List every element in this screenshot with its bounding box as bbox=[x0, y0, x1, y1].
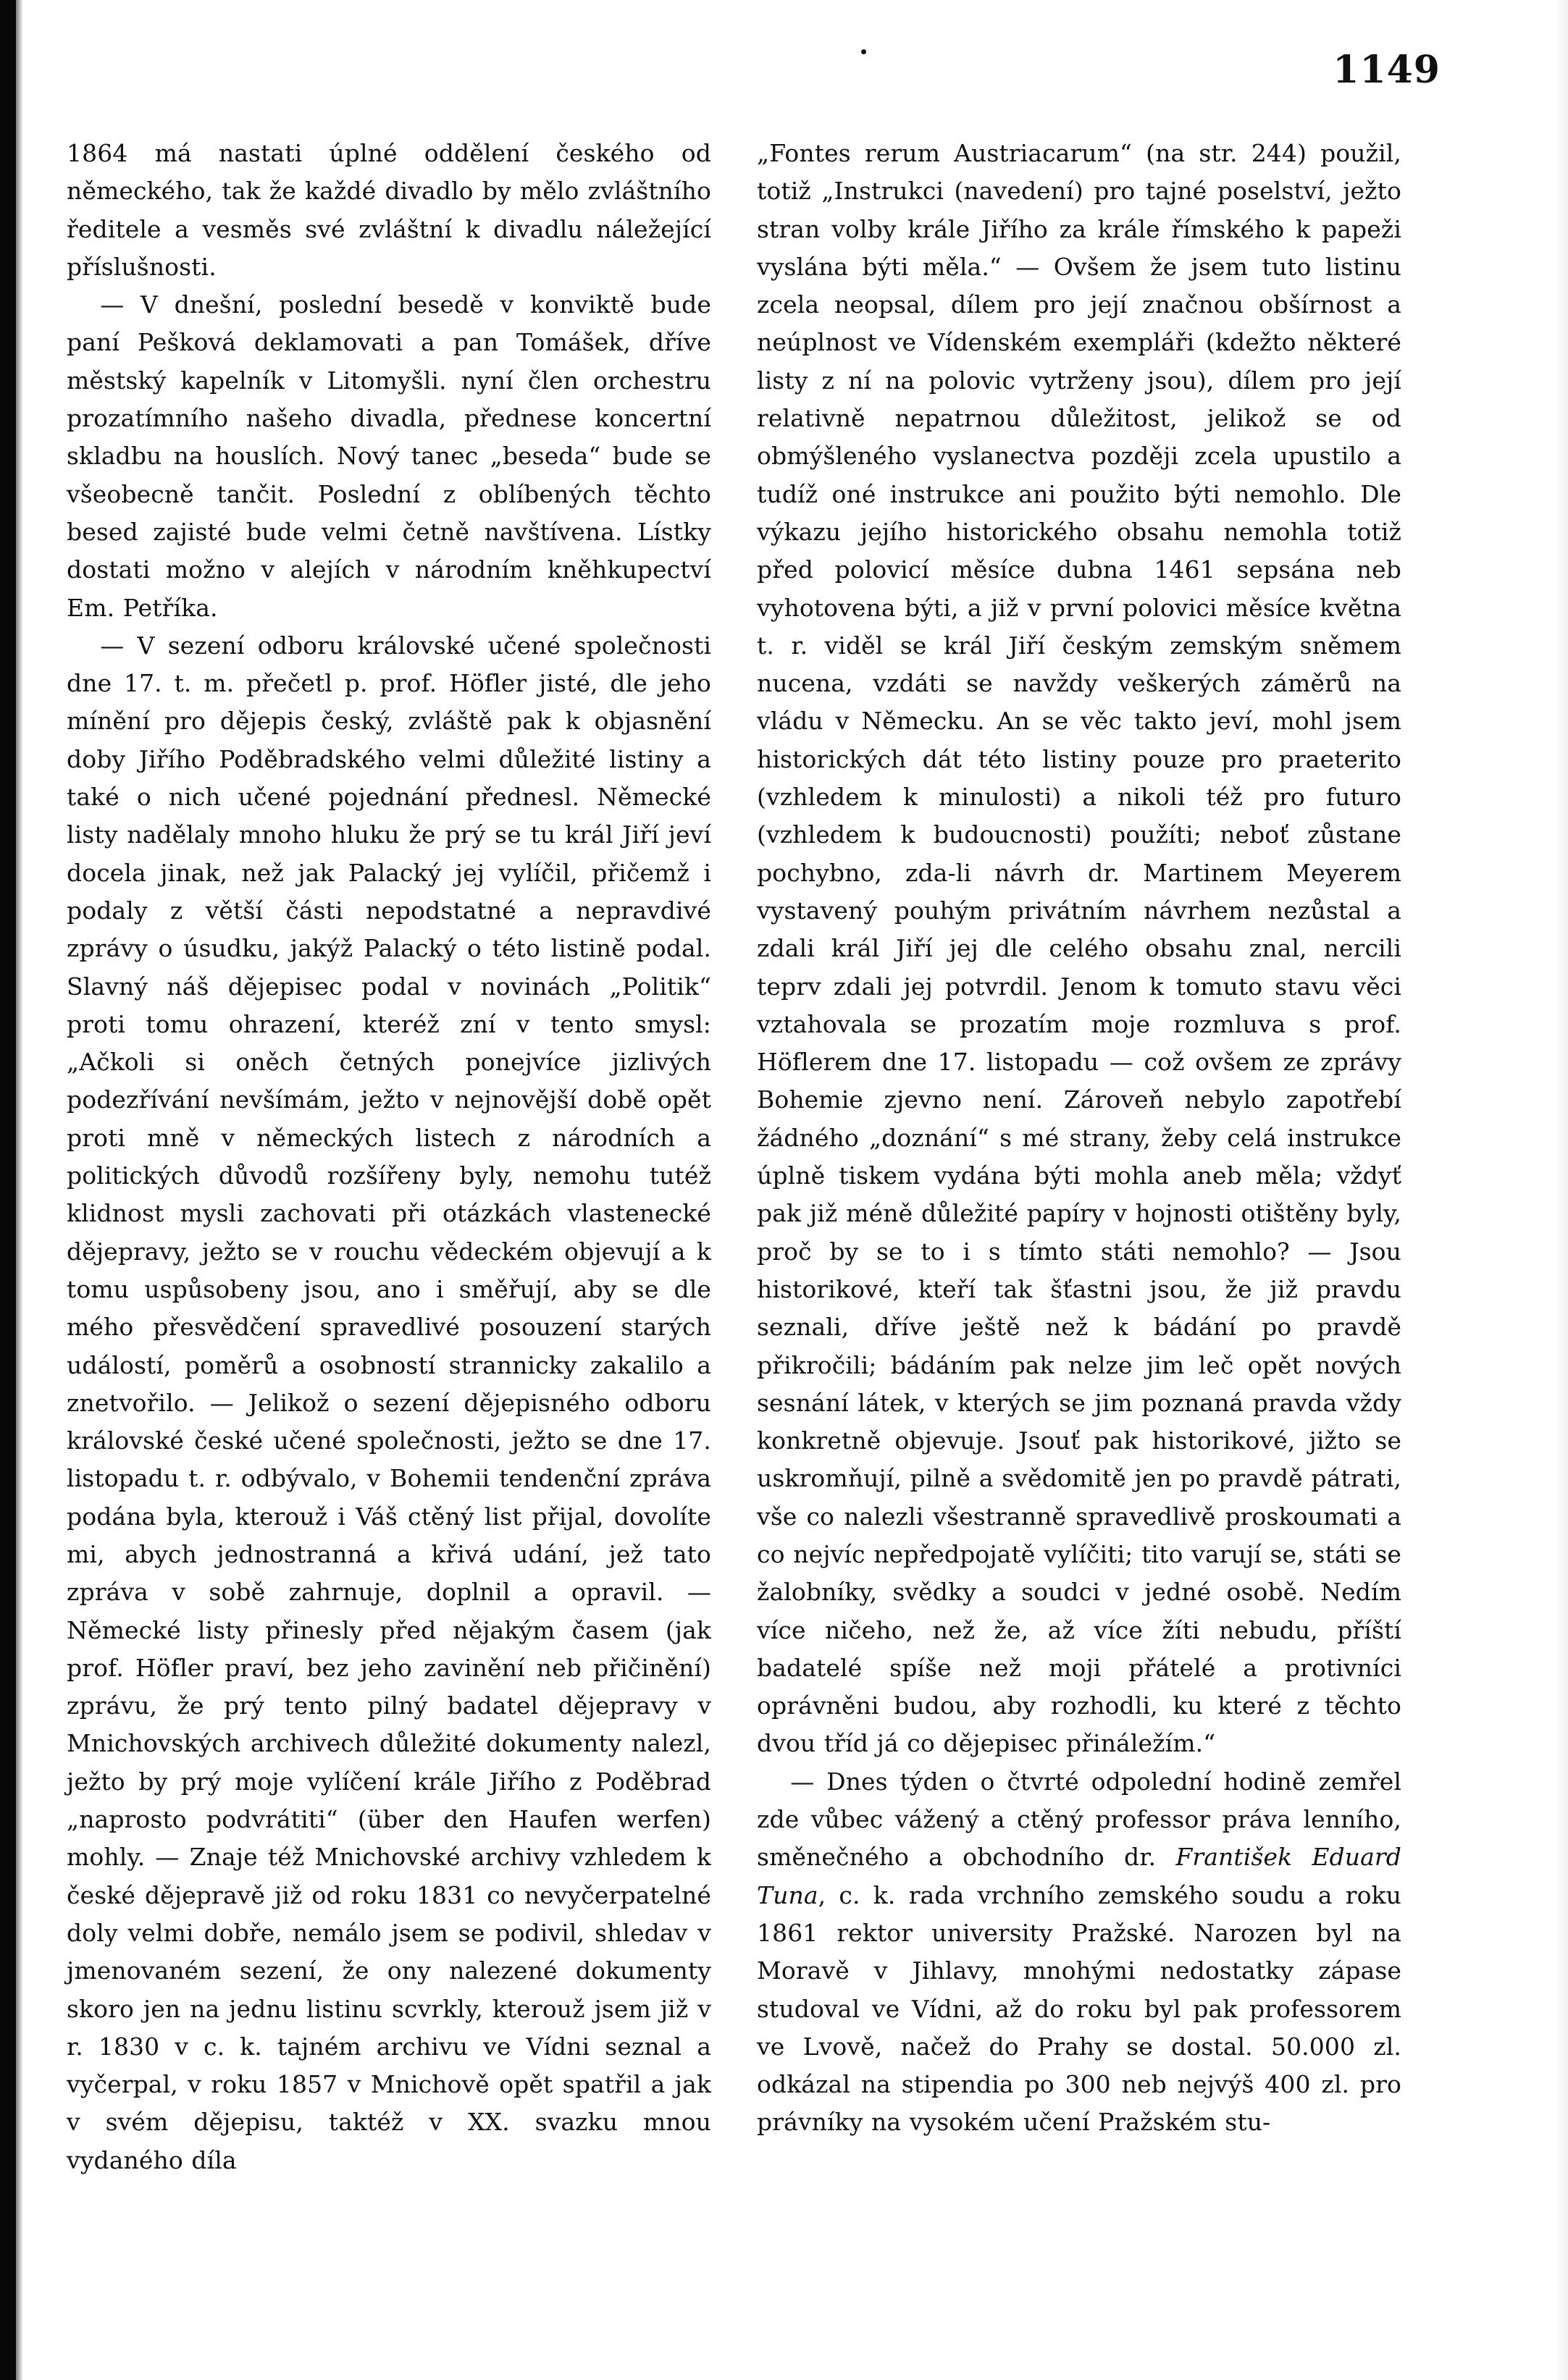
page-number: 1149 bbox=[1333, 48, 1441, 92]
obituary-body: , c. k. rada vrchního zemského soudu a roku 1861 rektor university Pražské. Narozen byl na Moravě v Jihlavy, mnohými nedostatky zápase studoval ve Vídni, až do roku byl pak professorem ve Lvově, načež do Prahy se dostal. 50.000 zl. odkázal na stipendia po 300 neb nejvýš 400 zl. pro právníky na vysokém učení Pražském stu- bbox=[757, 1880, 1401, 2137]
paragraph-theatre: 1864 má nastati úplné oddělení českého od německého, tak že každé divadlo by mělo zvláštního ředitele a vesměs své zvláštní k divadlu náležející příslušnosti. bbox=[67, 139, 711, 281]
obituary-name: František Eduard Tuna bbox=[757, 1843, 1401, 1909]
paragraph-obituary bbox=[757, 1763, 1401, 2142]
paragraph-beseda: — V dnešní, poslední besedě v konviktě bude paní Pešková deklamovati a pan Tomášek, dříve městský kapelník v Litomyšli. nyní člen orchestru prozatímního našeho divadla, přednese koncertní skladbu na houslích. Nový tanec „beseda“ bude se všeobecně tančit. Poslední z oblíbených těchto besed zajisté bude velmi četně navštívena. Lístky dostati možno v alejích v národním kněhkupectví Em. Petříka. bbox=[67, 290, 711, 622]
right-column bbox=[757, 135, 1401, 2142]
newspaper-page bbox=[67, 42, 1441, 2345]
obituary-intro: — Dnes týden o čtvrté odpolední hodině zemřel zde vůbec vážený a ctěný professor práva lenního, směnečného a obchodního dr. bbox=[757, 1767, 1401, 1872]
scan-right-edge-shadow bbox=[1555, 0, 1568, 2380]
paragraph-royal-society: — V sezení odboru královské učené společnosti dne 17. t. m. přečetl p. prof. Höfler jisté, dle jeho mínění pro dějepis český, zvláště pak k objasnění doby Jiřího Poděbradského velmi důležité listiny a také o nich učené pojednání přednesl. Německé listy nadělaly mnoho hluku že prý se tu král Jiří jeví docela jinak, než jak Palacký jej vylíčil, přičemž i podaly z větší části nepodstatné a nepravdivé zprávy o úsudku, jakýž Palacký o této listině podal. Slavný náš dějepisec podal v novinách „Politik“ proti tomu ohrazení, kteréž zní v tento smysl: „Ačkoli si oněch četných ponejvíce jizlivých podezřívání nevšímám, ježto v nejnovější době opět proti mně v německých listech z národních a politických důvodů rozšířeny byly, nemohu tutéž klidnost mysli zachovati při otázkách vlastenecké dějepravy, ježto se v rouchu vědeckém objevují a k tomu uspůsobeny jsou, ano i směřují, aby se dle mého přesvědčení spravedlivé posouzení starých událostí, poměrů a osobností strannicky zakalilo a znetvořilo. — Jelikož o sezení dějepisného odboru královské české učené společnosti, ježto se dne 17. listopadu t. r. odbývalo, v Bohemii tendenční zpráva podána byla, kterouž i Váš ctěný list přijal, dovolíte mi, abych jednostranná a křivá udání, jež tato zpráva v sobě zahrnuje, doplnil a opravil. — Německé listy přinesly před nějakým časem (jak prof. Höfler praví, bez jeho zavinění neb přičinění) zprávu, že prý tento pilný badatel dějepravy v Mnichovských archivech důležité dokumenty nalezl, ježto by prý moje vylíčení krále Jiřího z Poděbrad „naprosto podvrátiti“ (über den Haufen werfen) mohly. — Znaje též Mnichovské archivy vzhledem k české dějepravě již od roku 1831 co nevyčerpatelné doly velmi dobře, nemálo jsem se podivil, shledav v jmenovaném sezení, že ony nalezené dokumenty skoro jen na jednu listinu scvrkly, kterouž jsem již v r. 1830 v c. k. tajném archivu ve Vídni seznal a vyčerpal, v roku 1857 v Mnichově opět spatřil a jak v svém dějepisu, taktéž v XX. svazku mnou vydaného díla bbox=[67, 631, 711, 2174]
paragraph-fontes-continuation: „Fontes rerum Austriacarum“ (na str. 244) použil, totiž „Instrukci (navedení) pro tajné poselství, ježto stran volby krále Jiřího za krále římského k papeži vyslána býti měla.“ — Ovšem že jsem tuto listinu zcela neopsal, dílem pro její značnou obšírnost a neúplnost ve Vídenském exempláři (kdežto některé listy z ní na polovic vytrženy jsou), dílem pro její relativně nepatrnou důležitost, jelikož se od obmýšleného vyslanectva později zcela upustilo a tudíž oné instrukce ani použito býti nemohlo. Dle výkazu jejího historického obsahu nemohla totiž před polovicí měsíce dubna 1461 sepsána neb vyhotovena býti, a již v první polovici měsíce května t. r. viděl se král Jiří českým zemským sněmem nucena, vzdáti se navždy veškerých záměrů na vládu v Německu. An se věc takto jeví, mohl jsem historických dát této listiny pouze pro praeterito (vzhledem k minulosti) a nikoli též pro futuro (vzhledem k budoucnosti) použíti; neboť zůstane pochybno, zda-li návrh dr. Martinem Meyerem vystavený pouhým privátním návrhem nezůstal a zdali král Jiří jej dle celého obsahu znal, nercili teprv zdali jej potvrdil. Jenom k tomuto stavu věci vztahovala se prozatím moje rozmluva s prof. Höflerem dne 17. listopadu — což ovšem ze zprávy Bohemie zjevno není. Zároveň nebylo zapotřebí žádného „doznání“ s mé strany, žeby celá instrukce úplně tiskem vydána býti mohla aneb měla; vždyť pak již méně důležité papíry v hojnosti otištěny byly, proč by se to i s tímto státi nemohlo? — Jsou historikové, kteří tak šťastni jsou, že již pravdu seznali, dříve ještě než k bádání po pravdě přikročili; bádáním pak nelze jim leč opět nových sesnání látek, v kterých se jim poznaná pravda vždy konkretně objevuje. Jsouť pak historikové, jižto se uskromňují, pilně a svědomitě jen po pravdě pátrati, vše co nalezli všestranně spravedlivě proskoumati a co nejvíc nepředpojatě vylíčiti; tito varují se, státi se žalobníky, svědky a soudci v jedné osobě. Nedím více ničeho, než že, až více žíti nebudu, příští badatelé spíše než moji přátelé a protivníci oprávněni budou, aby rozhodli, ku které z těchto dvou tříd já co dějepisec přináležím.“ bbox=[757, 139, 1401, 1758]
left-column bbox=[67, 135, 711, 2179]
scan-left-edge bbox=[0, 0, 16, 2380]
scan-left-edge-shadow bbox=[16, 0, 23, 2380]
printer-dot bbox=[861, 49, 866, 54]
